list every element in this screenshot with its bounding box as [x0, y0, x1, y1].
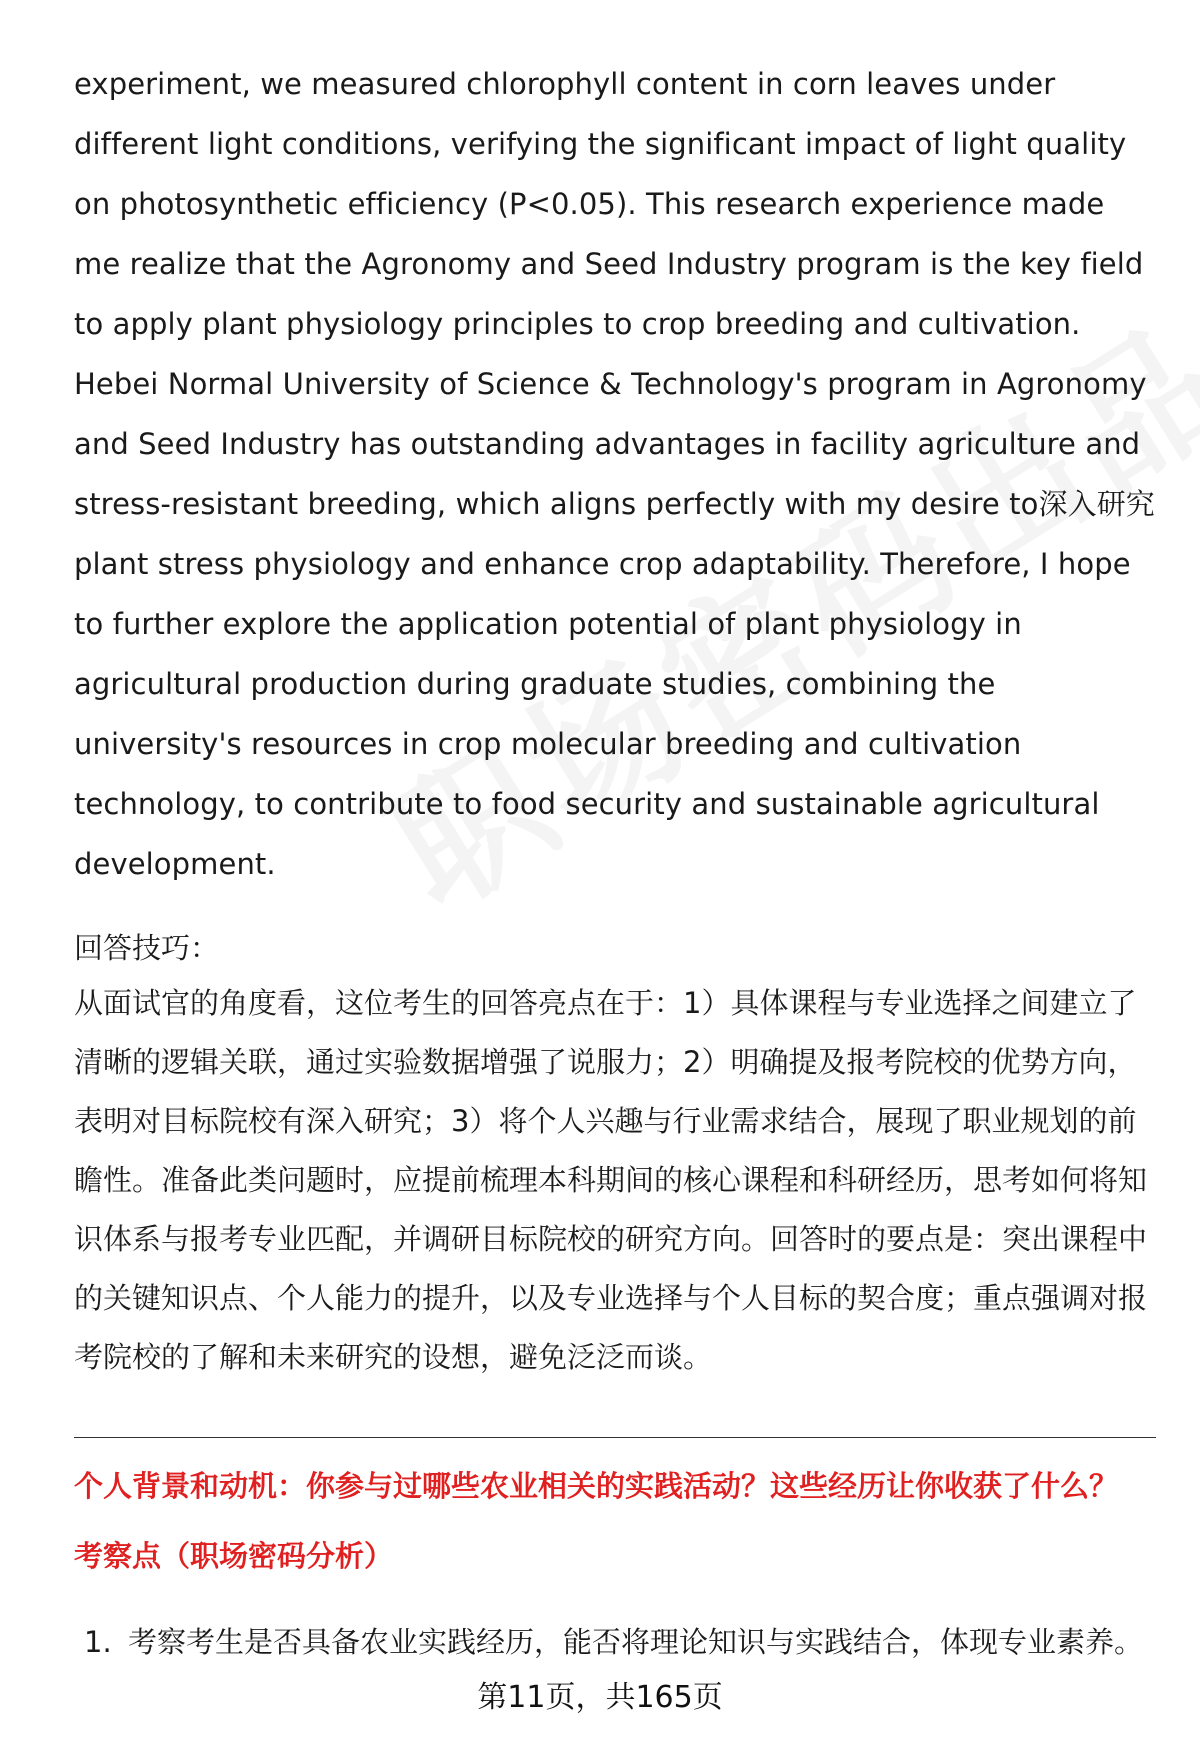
list-item [74, 1612, 1156, 1672]
english-answer-paragraph: experiment, we measured chlorophyll content in corn leaves under different light conditions, verifying the significant impact of light quality on photosynthetic efficiency (P<0.05). This research experience made me realize that the Agronomy and Seed Industry program is the key field to apply plant physiology principles to crop breeding and cultivation. Hebei Normal University of Science & Technology's program in Agronomy and Seed Industry has outstanding advantages in facility agriculture and stress-resistant breeding, which aligns perfectly with my desire to深入研究 plant stress physiology and enhance crop adaptability. Therefore, I hope to further explore the application potential of plant physiology in agricultural production during graduate studies, combining the university's resources in crop molecular breeding and cultivation technology, to contribute to food security and sustainable agricultural development. [74, 67, 1155, 881]
list-item-text: 考察考生是否具备农业实践经历，能否将理论知识与实践结合，体现专业素养。 [128, 1625, 1144, 1659]
tips-body: 从面试官的角度看，这位考生的回答亮点在于：1）具体课程与专业选择之间建立了清晰的逻辑关联，通过实验数据增强了说服力；2）明确提及报考院校的优势方向，表明对目标院校有深入研究；3）将个人兴趣与行业需求结合，展现了职业规划的前瞻性。准备此类问题时，应提前梳理本科期间的核心课程和科研经历，思考如何将知识体系与报考专业匹配，并调研目标院校的研究方向。回答时的要点是：突出课程中的关键知识点、个人能力的提升，以及专业选择与个人目标的契合度；重点强调对报考院校的了解和未来研究的设想，避免泛泛而谈。 [74, 986, 1148, 1374]
list-item-number: 1. [84, 1625, 112, 1659]
tips-title: 回答技巧： [74, 931, 220, 965]
question-heading: 个人背景和动机：你参与过哪些农业相关的实践活动？这些经历让你收获了什么？ [74, 1469, 1119, 1503]
page-number-footer: 第11页，共165页 [477, 1680, 723, 1715]
section-divider [74, 1437, 1156, 1438]
exam-point-heading: 考察点（职场密码分析） [74, 1539, 394, 1573]
answer-tips-section [74, 922, 1156, 1387]
page-content [74, 54, 1156, 1672]
